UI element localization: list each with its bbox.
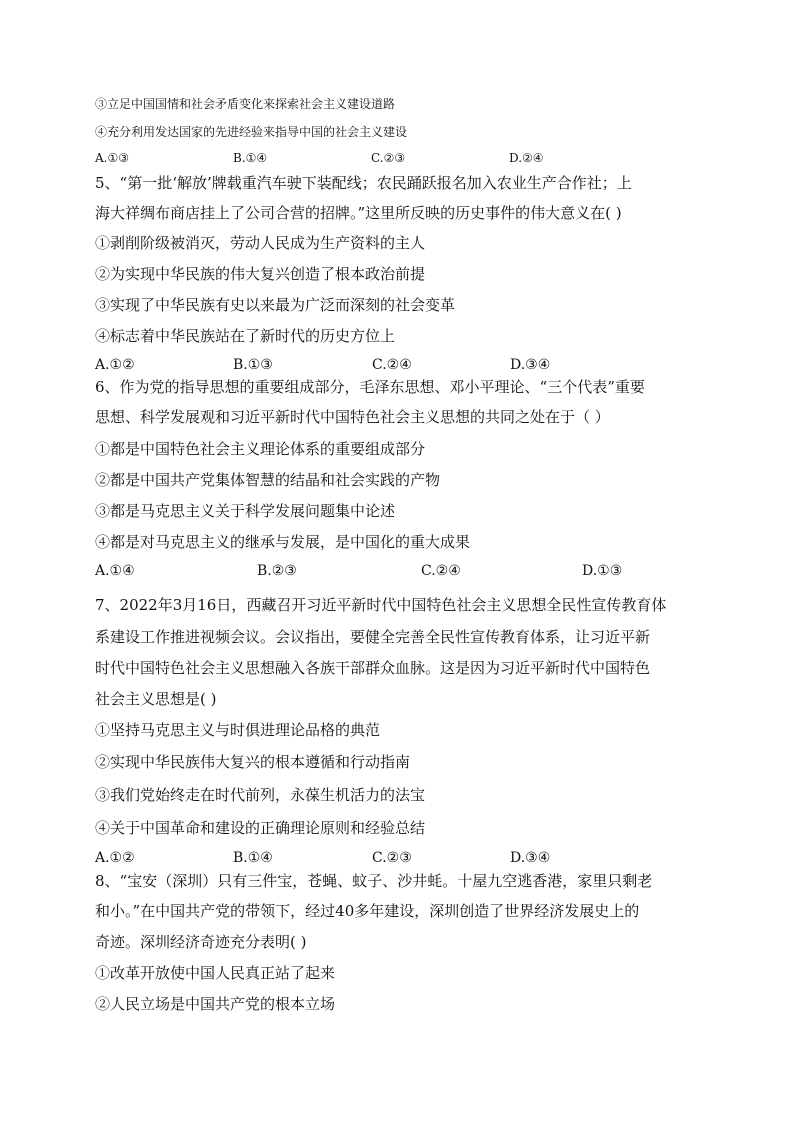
q7-stem-line-2: 系建设工作推进视频会议。会议指出，要健全完善全民性宣传教育体系，让习近平新: [95, 628, 651, 646]
q7-stem-line-4: 社会主义思想是( ): [95, 690, 217, 708]
q6-item-4: ④都是对马克思主义的继承与发展，是中国化的重大成果: [95, 533, 471, 551]
q7-item-4: ④关于中国革命和建设的正确理论原则和经验总结: [95, 819, 426, 837]
q6-option-b: B.②③: [257, 563, 297, 579]
q7-option-d: D.③④: [510, 850, 551, 866]
q5-stem-line-1: 5、“第一批‘解放’牌载重汽车驶下装配线；农民踊跃报名加入农业生产合作社；上: [95, 174, 632, 192]
q5-option-a: A.①②: [95, 357, 135, 373]
q6-item-1: ①都是中国特色社会主义理论体系的重要组成部分: [95, 440, 426, 458]
q8-item-1: ①改革开放使中国人民真正站了起来: [95, 964, 336, 982]
q6-option-c: C.②④: [421, 563, 461, 579]
q5-options: [95, 357, 695, 375]
q8-stem-line-1: 8、“宝安（深圳）只有三件宝，苍蝇、蚊子、沙井蚝。十屋九空逃香港，家里只剩老: [95, 872, 653, 890]
q6-item-2: ②都是中国共产党集体智慧的结晶和社会实践的产物: [95, 471, 441, 489]
q8-stem-line-3: 奇迹。深圳经济奇迹充分表明( ): [95, 933, 307, 951]
q4-item-3: ③立足中国国情和社会矛盾变化来探索社会主义建设道路: [95, 97, 396, 111]
q7-option-b: B.①④: [233, 850, 273, 866]
q4-item-4: ④充分利用发达国家的先进经验来指导中国的社会主义建设: [95, 125, 408, 139]
q6-option-a: A.①④: [95, 563, 135, 579]
q7-option-c: C.②③: [372, 850, 412, 866]
q5-option-d: D.③④: [510, 357, 551, 373]
q6-options: [95, 563, 695, 581]
q5-item-4: ④标志着中华民族站在了新时代的历史方位上: [95, 327, 396, 345]
q4-option-b: B.①④: [233, 151, 268, 165]
q6-option-d: D.①③: [582, 563, 623, 579]
q7-option-a: A.①②: [95, 850, 135, 866]
q7-item-3: ③我们党始终走在时代前列，永葆生机活力的法宝: [95, 786, 426, 804]
q4-option-a: A.①③: [95, 151, 129, 165]
q8-item-2: ②人民立场是中国共产党的根本立场: [95, 995, 336, 1013]
q6-stem-line-2: 思想、科学发展观和习近平新时代中国特色社会主义思想的共同之处在于（ ）: [95, 408, 610, 426]
q7-options: [95, 850, 695, 868]
q6-stem-line-1: 6、作为党的指导思想的重要组成部分，毛泽东思想、邓小平理论、“三个代表”重要: [95, 378, 645, 396]
q8-stem-line-2: 和小。”在中国共产党的带领下，经过40多年建设，深圳创造了世界经济发展史上的: [95, 902, 640, 920]
q5-option-b: B.①③: [233, 357, 273, 373]
q7-item-2: ②实现中华民族伟大复兴的根本遵循和行动指南: [95, 753, 411, 771]
q7-stem-line-1: 7、2022年3月16日，西藏召开习近平新时代中国特色社会主义思想全民性宣传教育体: [95, 596, 667, 614]
q7-item-1: ①坚持马克思主义与时俱进理论品格的典范: [95, 721, 381, 739]
q4-option-d: D.②④: [509, 151, 544, 165]
q4-option-c: C.②③: [371, 151, 406, 165]
q5-item-2: ②为实现中华民族的伟大复兴创造了根本政治前提: [95, 265, 426, 283]
q4-options: [95, 151, 695, 169]
q5-item-1: ①剥削阶级被消灭，劳动人民成为生产资料的主人: [95, 234, 426, 252]
q5-stem-line-2: 海大祥绸布商店挂上了公司合营的招牌。”这里所反映的历史事件的伟大意义在( ): [95, 204, 622, 222]
q7-stem-line-3: 时代中国特色社会主义思想融入各族干部群众血脉。这是因为习近平新时代中国特色: [95, 659, 651, 677]
q6-item-3: ③都是马克思主义关于科学发展问题集中论述: [95, 502, 396, 520]
q5-option-c: C.②④: [372, 357, 412, 373]
q5-item-3: ③实现了中华民族有史以来最为广泛而深刻的社会变革: [95, 296, 456, 314]
